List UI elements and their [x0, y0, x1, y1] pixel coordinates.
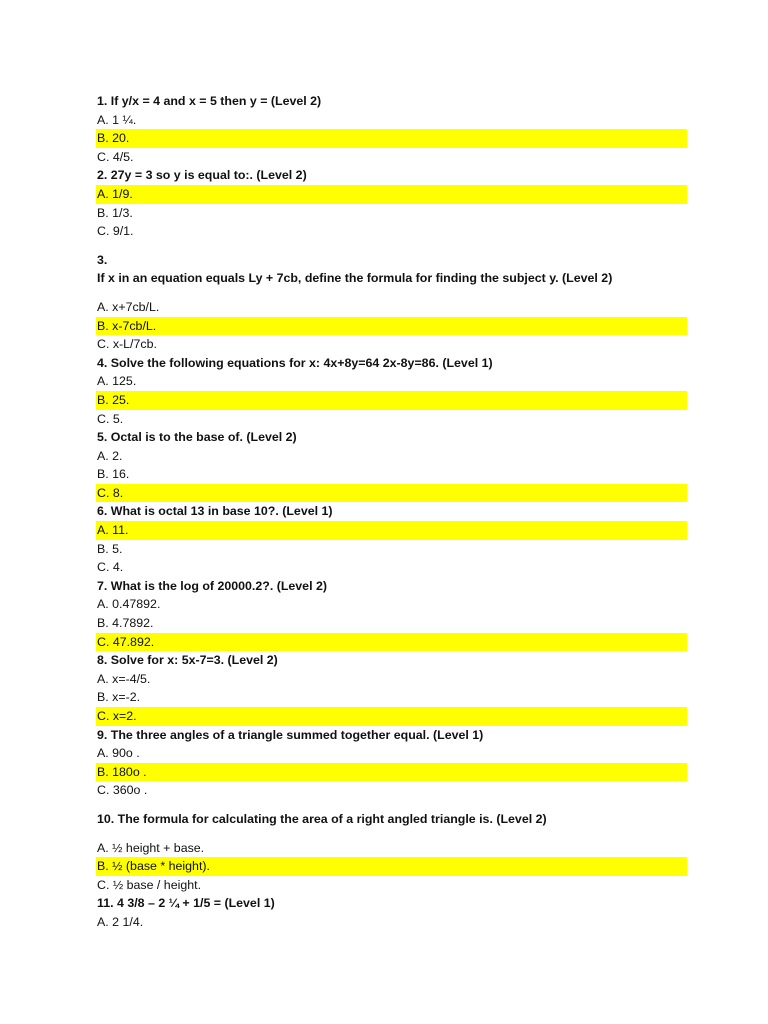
question-1-option-a: A. 1 ¼. — [97, 112, 137, 127]
question-2-option-b: B. 1/3. — [97, 205, 133, 220]
question-11: 11. 4 3/8 – 2 ¼ + 1/5 = (Level 1) — [97, 896, 275, 911]
question-2-option-c: C. 9/1. — [97, 224, 134, 239]
question-1-option-c: C. 4/5. — [97, 149, 134, 164]
question-9: 9. The three angles of a triangle summed together equal. (Level 1) — [97, 727, 484, 742]
question-1-option-b: B. 20. — [96, 129, 687, 148]
question-7-option-c: C. 47.892. — [96, 633, 687, 652]
question-3: If x in an equation equals Ly + 7cb, define the formula for finding the subject y. (Level 2) — [97, 271, 613, 286]
question-8-option-c: C. x=2. — [96, 707, 687, 726]
question-7-option-a: A. 0.47892. — [97, 597, 161, 612]
question-2: 2. 27y = 3 so y is equal to:. (Level 2) — [97, 168, 307, 183]
question-9-option-a: A. 90o . — [97, 746, 140, 761]
spacer — [96, 829, 687, 839]
question-4: 4. Solve the following equations for x: 4x+8y=64 2x-8y=86. (Level 1) — [97, 355, 493, 370]
spacer — [96, 800, 687, 810]
question-10-option-c: C. ½ base / height. — [97, 877, 202, 892]
spacer — [96, 288, 687, 298]
question-3-option-a: A. x+7cb/L. — [97, 299, 160, 314]
question-8: 8. Solve for x: 5x-7=3. (Level 2) — [97, 653, 278, 668]
question-8-option-b: B. x=-2. — [97, 690, 141, 705]
question-5: 5. Octal is to the base of. (Level 2) — [97, 430, 297, 445]
question-9-option-b: B. 180o . — [96, 763, 687, 782]
question-4-option-a: A. 125. — [97, 374, 137, 389]
question-6-option-c: C. 4. — [97, 560, 124, 575]
question-6-option-a: A. 11. — [96, 521, 687, 540]
quiz-list — [96, 92, 687, 932]
spacer — [96, 241, 687, 251]
question-6-option-b: B. 5. — [97, 541, 123, 556]
question-7-option-b: B. 4.7892. — [97, 616, 154, 631]
question-11-option-a: A. 2 1/4. — [97, 914, 144, 929]
question-2-option-a: A. 1/9. — [96, 185, 687, 204]
question-1: 1. If y/x = 4 and x = 5 then y = (Level 2) — [97, 94, 322, 108]
question-3-option-c: C. x-L/7cb. — [97, 337, 157, 352]
question-4-option-b: B. 25. — [96, 391, 687, 410]
question-10: 10. The formula for calculating the area of a right angled triangle is. (Level 2) — [97, 811, 547, 826]
question-10-option-a: A. ½ height + base. — [97, 840, 205, 855]
question-10-option-b: B. ½ (base * height). — [96, 857, 687, 876]
question-3-option-b: B. x-7cb/L. — [96, 317, 687, 336]
question-5-option-a: A. 2. — [97, 448, 123, 463]
question-9-option-c: C. 360o . — [97, 783, 148, 798]
question-6: 6. What is octal 13 in base 10?. (Level 1) — [97, 504, 333, 519]
question-3-number: 3. — [97, 252, 108, 267]
question-4-option-c: C. 5. — [97, 411, 124, 426]
question-5-option-b: B. 16. — [97, 467, 130, 482]
question-7: 7. What is the log of 20000.2?. (Level 2) — [97, 578, 327, 593]
question-8-option-a: A. x=-4/5. — [97, 671, 151, 686]
question-5-option-c: C. 8. — [96, 484, 687, 503]
